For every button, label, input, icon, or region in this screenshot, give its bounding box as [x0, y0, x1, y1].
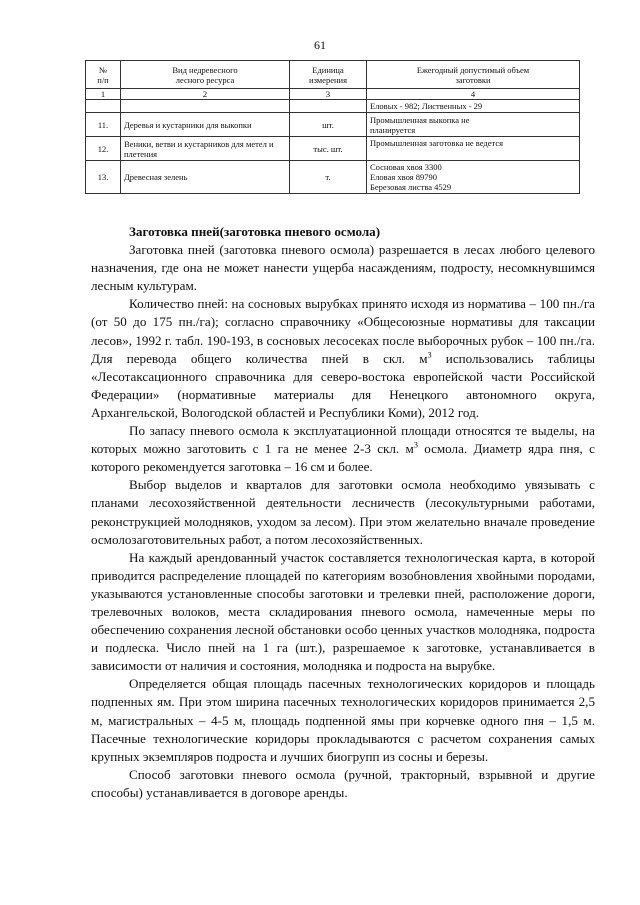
row-unit: шт. [290, 113, 367, 137]
index-cell: 1 [86, 89, 121, 100]
header-num: № п/п [86, 61, 121, 89]
header-kind: Вид недревесного лесного ресурса [121, 61, 290, 89]
row-unit: т. [290, 161, 367, 194]
row-volume: Промышленная заготовка не ведется [367, 137, 580, 161]
paragraph: Количество пней: на сосновых вырубках принято исходя из норматива – 100 пн./га (от 50 до 175 пн./га); согласно справочнику «Общесоюзные нормативы для таксации лесов», 1992 г. табл. 190-193, в сосновых лесосеках после выборочных рубок – 100 пн./га. Для перевода общего количества пней в скл. $м^3$ использовались таблицы «Лесотаксационного справочника для северо-востока европейской части Российской Федерации» (нормативные материалы для Ненецкого автономного округа, Архангельской, Вологодской областей и Республики Коми), 2012 год. [91, 296, 596, 420]
page-number: 61 [314, 38, 326, 52]
header-unit: Единица измерения [290, 61, 367, 89]
index-cell: 2 [121, 89, 290, 100]
section-heading: Заготовка пней(заготовка пневого осмола) [129, 224, 381, 239]
paragraph: Определяется общая площадь пасечных технологических коридоров и площадь подпенных ям. При этом ширина пасечных технологических коридоров принимается 2,5 м, магистральных – 4-5 м, площадь подпенной ямы при корчевке одного пня – 1,5 м. Пасечные технологические коридоры прокладываются с расчетом сохранения самых крупных экземпляров подроста и лучших биогрупп из сосны и березы. [91, 676, 595, 764]
paragraph: По запасу пневого осмола к эксплуатационной площади относятся те выделы, на которых можно заготовить с 1 га не менее 2-3 скл. $м^3$ осмола. Диаметр ядра пня, с которого рекомендуется заготовка – 16 см и более. [91, 423, 595, 475]
paragraph: На каждый арендованный участок составляется технологическая карта, в которой приводится распределение площадей по категориям возобновления хвойными породами, указываются установленные способы заготовки и трелевки пней, расположение дороги, трелевочных волоков, места складирования пневого осмола, намеченные меры по обеспечению сохранения лесной обстановки особо ценных участков молодняка, подроста и подлеска. Число пней на 1 га (шт.), разрешаемое к заготовке, устанавливается в зависимости от наличия и состояния, молодняка и подроста на вырубке. [91, 549, 595, 674]
row-num: 11. [86, 113, 121, 137]
body-text [91, 223, 595, 802]
row-volume: Еловых - 982; Лиственных - 29 [367, 100, 580, 113]
header-volume: Ежегодный допустимый объем заготовки [367, 61, 580, 89]
paragraph: Способ заготовки пневого осмола (ручной, тракторный, взрывной и другие способы) устанавливается в договоре аренды. [91, 766, 595, 800]
row-kind [121, 100, 290, 113]
row-num: 12. [86, 137, 121, 161]
table-row [86, 161, 580, 194]
table-row [86, 137, 580, 161]
row-kind: Деревья и кустарники для выкопки [121, 113, 290, 137]
row-kind: Древесная зелень [121, 161, 290, 194]
paragraph: Выбор выделов и кварталов для заготовки осмола необходимо увязывать с планами лесохозяйственной деятельности лесничеств (лесокультурными работами, реконструкцией молодняков, уходом за лесом). При этом желательно вначале проведение осмолозаготовительных работ, а потом лесохозяйственных. [91, 477, 595, 547]
table-index-row [86, 89, 580, 100]
index-cell: 4 [367, 89, 580, 100]
index-cell: 3 [290, 89, 367, 100]
resources-table [85, 60, 580, 194]
paragraph: Заготовка пней (заготовка пневого осмола) разрешается в лесах любого целевого назначения, где она не может нанести ущерба насаждениям, подросту, несомкнувшимся лесным культурам. [91, 242, 595, 294]
table-header-row [86, 61, 580, 89]
row-unit [290, 100, 367, 113]
row-volume: Промышленная выкопка не планируется [367, 113, 580, 137]
table-row [86, 113, 580, 137]
row-num [86, 100, 121, 113]
row-unit: тыс. шт. [290, 137, 367, 161]
row-kind: Веники, ветви и кустарников для метел и плетения [121, 137, 290, 161]
row-volume: Сосновая хвоя 3300 Еловая хвоя 89790 Березовая листва 4529 [367, 161, 580, 194]
table-row [86, 100, 580, 113]
row-num: 13. [86, 161, 121, 194]
